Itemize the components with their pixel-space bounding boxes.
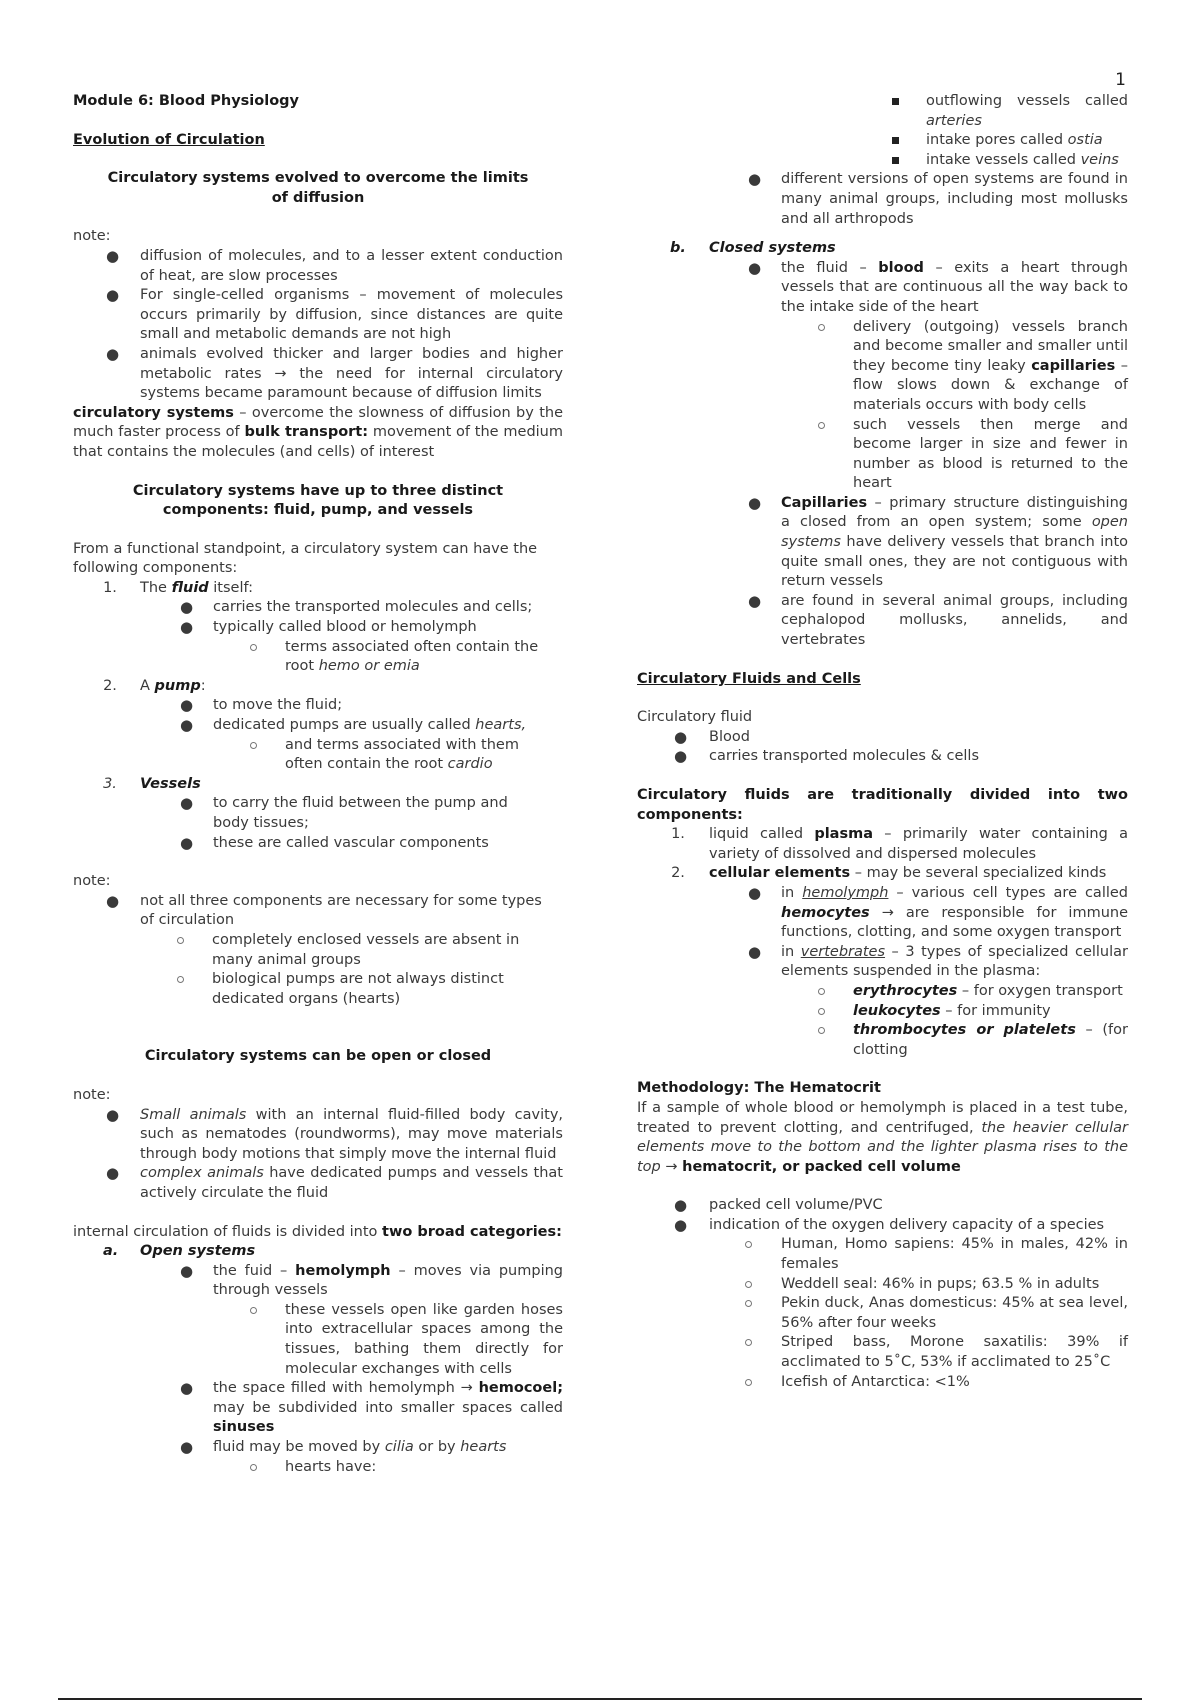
fluid-list: [637, 728, 1128, 767]
functional-intro: From a functional standpoint, a circulatory system can have the following components:: [73, 540, 538, 577]
component-vessels: 3. Vessels: [103, 775, 201, 792]
module-title: Module 6: Blood Physiology: [73, 93, 299, 109]
bullet-icon: ●: [106, 344, 120, 363]
list-item: ● the space filled with hemolymph → hemocoel; may be subdivided into smaller spaces called sinuses: [180, 1379, 563, 1436]
list-item: completely enclosed vessels are absent in many animal groups: [140, 931, 543, 970]
circle-bullet-icon: [818, 324, 825, 331]
list-item: ● in hemolymph – various cell types are called hemocytes → are responsible for immune functions, clotting, and some oxygen transport: [748, 883, 1128, 941]
section-title: Evolution of Circulation: [73, 131, 265, 148]
note-label: note:: [73, 228, 111, 245]
bullet-icon: ●: [106, 286, 120, 305]
square-bullet-icon: [892, 98, 899, 105]
note3-list: [73, 1106, 563, 1204]
fluid-label: Circulatory fluid: [637, 709, 753, 726]
list-item: delivery (outgoing) vessels branch and become smaller and smaller until they become tiny leaky capillaries – flow slows down & exchange of materials occurs with body cells: [781, 318, 1128, 416]
circle-bullet-icon: [250, 742, 257, 749]
square-bullet-icon: [892, 137, 899, 144]
bullet-icon: ●: [180, 598, 194, 617]
bullet-icon: ●: [106, 891, 120, 910]
method-text: If a sample of whole blood or hemolymph is placed in a test tube, treated to prevent clotting, and centrifuged, the heavier cellular elements move to the bottom and the lighter plasma rises to the top → hematocrit, or packed cell volume: [637, 1099, 1128, 1175]
fluid-list: [73, 598, 563, 676]
heading-open-closed: Circulatory systems can be open or closed: [144, 1048, 492, 1065]
list-item: intake vessels called veins: [926, 151, 1128, 171]
bullet-icon: ●: [674, 747, 688, 766]
bullet-icon: ●: [180, 833, 194, 852]
circulatory-systems-definition: circulatory systems – overcome the slowness of diffusion by the much faster process of bulk transport: movement of the medium that contains the molecules (and cells) of interest: [73, 404, 563, 460]
bullet-icon: ●: [748, 170, 762, 189]
bullet-icon: ●: [106, 246, 120, 265]
circle-bullet-icon: [177, 976, 184, 983]
circle-bullet-icon: [177, 937, 184, 944]
list-item: ● For single-celled organisms – movement of molecules occurs primarily by diffusion, since distances are quite small and metabolic demands are not high: [106, 286, 563, 343]
note2-list: [73, 892, 563, 1010]
bullet-icon: ●: [748, 942, 762, 961]
circle-bullet-icon: [818, 1027, 825, 1034]
list-item: ● different versions of open systems are found in many animal groups, including most mollusks and all arthropods: [748, 170, 1128, 227]
open-versions-list: [637, 170, 1128, 229]
list-item: ● dedicated pumps are usually called hearts,: [180, 716, 527, 735]
list-item: terms associated often contain the root hemo or emia: [213, 638, 543, 677]
bullet-icon: ●: [180, 794, 194, 813]
right-column: [637, 92, 1128, 1392]
list-item: such vessels then merge and become larger in size and fewer in number as blood is returned to the heart: [781, 416, 1128, 494]
square-bullet-icon: [892, 157, 899, 164]
list-item: ● carries transported molecules & cells: [674, 747, 980, 766]
circle-bullet-icon: [818, 988, 825, 995]
pcv-list: [637, 1196, 1128, 1235]
circle-bullet-icon: [250, 1307, 257, 1314]
list-item: ● typically called blood or hemolymph: [180, 618, 477, 637]
list-item: outflowing vessels called arteries: [926, 92, 1128, 131]
list-item: ● complex animals have dedicated pumps and vessels that actively circulate the fluid: [106, 1164, 563, 1201]
cellular-list: [637, 884, 1128, 1060]
circle-bullet-icon: [745, 1379, 752, 1386]
species-list: [637, 1235, 1128, 1392]
list-item: Human, Homo sapiens: 45% in males, 42% in females: [781, 1235, 1128, 1274]
list-item: ● fluid may be moved by cilia or by hearts: [180, 1438, 507, 1457]
list-item: intake pores called ostia: [926, 131, 1128, 151]
bullet-icon: ●: [180, 716, 194, 735]
bullet-icon: ●: [106, 1105, 120, 1124]
list-item: thrombocytes or platelets – (for clotting: [781, 1021, 1128, 1060]
circle-bullet-icon: [745, 1300, 752, 1307]
circle-bullet-icon: [250, 644, 257, 651]
hearts-parts-list: [637, 92, 1128, 170]
list-item: ● diffusion of molecules, and to a lesser extent conduction of heat, are slow processes: [106, 246, 563, 284]
circle-bullet-icon: [818, 1008, 825, 1015]
list-item: Pekin duck, Anas domesticus: 45% at sea level, 56% after four weeks: [781, 1294, 1128, 1333]
list-item: ● are found in several animal groups, including cephalopod mollusks, annelids, and vertebrates: [748, 591, 1128, 649]
bullet-icon: ●: [748, 883, 762, 902]
list-item: hearts have:: [213, 1458, 563, 1478]
open-systems-list: [73, 1262, 563, 1478]
list-item: ● packed cell volume/PVC: [674, 1196, 883, 1215]
bullet-icon: ●: [674, 1196, 688, 1215]
note-label: note:: [73, 873, 111, 890]
left-column: [73, 92, 563, 1477]
heading-diffusion: Circulatory systems evolved to overcome the limits of diffusion: [107, 170, 529, 206]
bullet-icon: ●: [674, 727, 688, 746]
list-item: ● Small animals with an internal fluid-filled body cavity, such as nematodes (roundworms), may move materials through body motions that simply move the internal fluid: [106, 1105, 564, 1162]
list-item: ● Blood: [674, 727, 750, 746]
bullet-icon: ●: [748, 591, 762, 610]
list-item: ● indication of the oxygen delivery capacity of a species: [674, 1215, 1105, 1234]
list-item: ● the fuid – hemolymph – moves via pumping through vessels: [180, 1261, 563, 1299]
bullet-icon: ●: [748, 493, 762, 512]
list-item: ● not all three components are necessary for some types of circulation: [106, 891, 542, 929]
list-item: ● carries the transported molecules and cells;: [180, 598, 533, 617]
list-item: leukocytes – for immunity: [781, 1002, 1128, 1022]
list-item: biological pumps are not always distinct dedicated organs (hearts): [140, 970, 543, 1009]
bullet-icon: ●: [180, 696, 194, 715]
list-item: 1. liquid called plasma – primarily water containing a variety of dissolved and dispersed molecules: [671, 826, 1128, 862]
list-item: 2. cellular elements – may be several specialized kinds: [671, 865, 1107, 882]
fluids-section-title: Circulatory Fluids and Cells: [637, 670, 861, 687]
component-fluid: 1. The fluid itself:: [103, 579, 253, 596]
list-item: ● animals evolved thicker and larger bodies and higher metabolic rates → the need for internal circulatory systems became paramount because of diffusion limits: [106, 344, 563, 402]
component-pump: 2. A pump:: [103, 677, 206, 694]
list-item: ● in vertebrates – 3 types of specialized cellular elements suspended in the plasma:: [748, 942, 1128, 980]
list-item: and terms associated with them often contain the root cardio: [213, 736, 563, 775]
bullet-icon: ●: [180, 1379, 194, 1398]
closed-systems-title: b. Closed systems: [670, 240, 836, 257]
heading-components: Circulatory systems have up to three distinct components: fluid, pump, and vessels: [132, 482, 504, 519]
list-item: Striped bass, Morone saxatilis: 39% if acclimated to 5˚C, 53% if acclimated to 25˚C: [781, 1333, 1128, 1372]
page-number: 1: [1115, 70, 1126, 90]
list-item: Icefish of Antarctica: <1%: [781, 1373, 1128, 1393]
closed-systems-list: [637, 259, 1128, 651]
fluids-divided: Circulatory fluids are traditionally divided into two components:: [637, 787, 1128, 823]
list-item: ● Capillaries – primary structure distinguishing a closed from an open system; some open systems have delivery vessels that branch into quite small ones, they are not contiguous with return vessels: [748, 493, 1128, 590]
circle-bullet-icon: [250, 1464, 257, 1471]
list-item: erythrocytes – for oxygen transport: [781, 982, 1128, 1002]
list-item: ● these are called vascular components: [180, 833, 489, 852]
circle-bullet-icon: [745, 1339, 752, 1346]
bullet-icon: ●: [180, 1438, 194, 1457]
vessels-list: [73, 794, 563, 853]
circle-bullet-icon: [745, 1241, 752, 1248]
bullet-icon: ●: [748, 258, 762, 277]
list-item: Weddell seal: 46% in pups; 63.5 % in adults: [781, 1275, 1128, 1295]
circle-bullet-icon: [745, 1281, 752, 1288]
bullet-icon: ●: [180, 1261, 194, 1280]
list-item: ● to move the fluid;: [180, 696, 343, 715]
internal-circulation: internal circulation of fluids is divided into two broad categories:: [73, 1223, 562, 1240]
bullet-icon: ●: [106, 1164, 120, 1183]
pump-list: [73, 696, 563, 774]
open-systems-title: a. Open systems: [103, 1243, 256, 1260]
components-list: [637, 825, 1128, 884]
bullet-icon: ●: [674, 1215, 688, 1234]
list-item: ● to carry the fluid between the pump and body tissues;: [180, 794, 508, 831]
list-item: these vessels open like garden hoses into extracellular spaces among the tissues, bathing them directly for molecular exchanges with cells: [213, 1301, 563, 1379]
method-title: Methodology: The Hematocrit: [637, 1080, 881, 1097]
bullet-icon: ●: [180, 618, 194, 637]
note-label: note:: [73, 1086, 111, 1103]
list-item: ● the fluid – blood – exits a heart through vessels that are continuous all the way back to the intake side of the heart: [748, 258, 1128, 315]
circle-bullet-icon: [818, 422, 825, 429]
note1-list: [73, 247, 563, 404]
